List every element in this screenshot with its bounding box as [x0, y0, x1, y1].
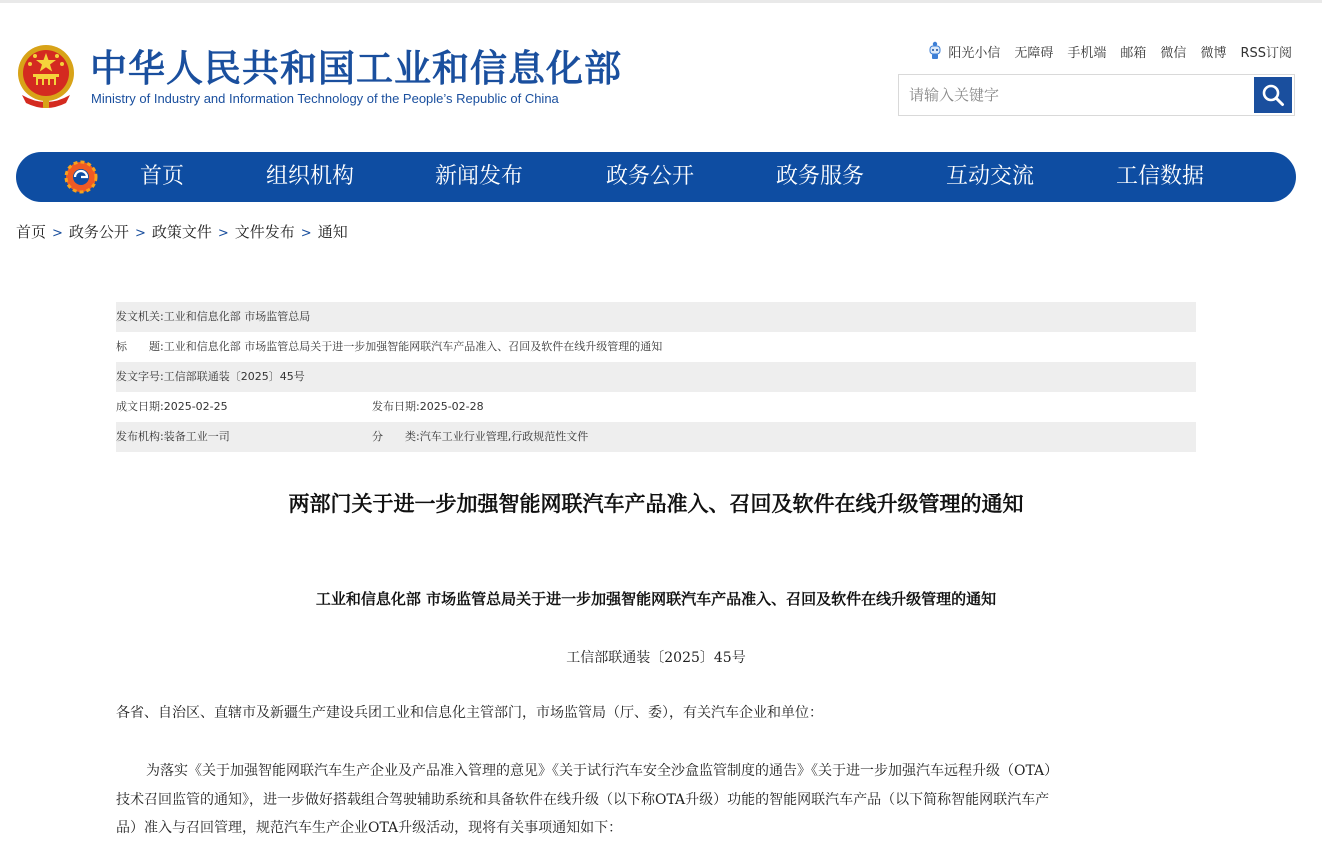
article-doc-number: 工信部联通装〔2025〕45号: [566, 650, 746, 666]
meta-value: 装备工业一司: [163, 430, 230, 443]
top-link-sunshine[interactable]: 阳光小信: [948, 45, 1001, 61]
breadcrumb-separator: >: [134, 226, 146, 241]
top-link-rss[interactable]: RSS订阅: [1240, 45, 1292, 61]
breadcrumb-notice[interactable]: 通知: [317, 223, 348, 241]
nav-news[interactable]: 新闻发布: [435, 164, 524, 189]
top-link-weibo[interactable]: 微博: [1200, 45, 1227, 61]
search-box: [898, 74, 1295, 116]
breadcrumb-separator: >: [300, 226, 312, 241]
robot-icon[interactable]: [927, 41, 943, 61]
miit-logo-icon[interactable]: [64, 160, 98, 194]
article-paragraph-line: 为落实《关于加强智能网联汽车生产企业及产品准入管理的意见》《关于试行汽车安全沙盒监管制度的通告》《关于进一步加强汽车远程升级（OTA）: [146, 763, 1059, 779]
top-links: [927, 41, 1292, 61]
meta-value: 工业和信息化部 市场监管总局关于进一步加强智能网联汽车产品准入、召回及软件在线升级管理的通知: [163, 340, 663, 353]
site-subtitle-english: Ministry of Industry and Information Technology of the People’s Republic of China: [91, 91, 559, 106]
breadcrumb: [16, 222, 348, 244]
breadcrumb-file-release[interactable]: 文件发布: [234, 223, 295, 241]
meta-label: 分 类:: [372, 430, 420, 443]
meta-row-title: [116, 332, 1196, 362]
breadcrumb-separator: >: [217, 226, 229, 241]
nav-organization[interactable]: 组织机构: [266, 164, 355, 189]
nav-government-services[interactable]: 政务服务: [776, 164, 865, 189]
search-button[interactable]: [1254, 77, 1292, 113]
top-border: [0, 0, 1322, 3]
meta-row-doc-number: [116, 362, 1196, 392]
meta-value: 汽车工业行业管理,行政规范性文件: [419, 430, 589, 443]
nav-interaction[interactable]: 互动交流: [946, 164, 1035, 189]
article-title: 两部门关于进一步加强智能网联汽车产品准入、召回及软件在线升级管理的通知: [288, 492, 1024, 516]
meta-row-org-category: [116, 422, 1196, 452]
meta-value: 工信部联通装〔2025〕45号: [163, 370, 305, 383]
article-subtitle: 工业和信息化部 市场监管总局关于进一步加强智能网联汽车产品准入、召回及软件在线升级管理的通知: [315, 590, 997, 608]
nav-home[interactable]: 首页: [140, 164, 185, 189]
search-icon: [1261, 83, 1285, 107]
meta-label: 标 题:: [116, 340, 164, 353]
search-input[interactable]: [899, 75, 1249, 115]
breadcrumb-policy-documents[interactable]: 政策文件: [151, 223, 212, 241]
meta-label: 发布机构:: [116, 430, 164, 443]
article-paragraph-line: 品）准入与召回管理，规范汽车生产企业OTA升级活动，现将有关事项通知如下：: [116, 820, 623, 836]
meta-label: 发布日期:: [372, 400, 420, 413]
article-paragraph-line: 技术召回监管的通知》，进一步做好搭载组合驾驶辅助系统和具备软件在线升级（以下称OTA升级）功能的智能网联汽车产品（以下简称智能网联汽车产: [116, 792, 1050, 808]
meta-label: 发文机关:: [116, 310, 164, 323]
document-meta-table: [116, 302, 1196, 452]
nav-government-affairs[interactable]: 政务公开: [606, 164, 695, 189]
nav-data[interactable]: 工信数据: [1116, 164, 1205, 189]
meta-value: 2025-02-28: [419, 400, 484, 413]
breadcrumb-government-affairs[interactable]: 政务公开: [68, 223, 129, 241]
breadcrumb-home[interactable]: 首页: [16, 223, 47, 241]
main-nav: [16, 152, 1296, 202]
meta-label: 成文日期:: [116, 400, 164, 413]
meta-label: 发文字号:: [116, 370, 164, 383]
national-emblem-icon: [16, 43, 76, 109]
top-link-wechat[interactable]: 微信: [1160, 45, 1187, 61]
top-link-accessibility[interactable]: 无障碍: [1014, 45, 1054, 61]
meta-value: 2025-02-25: [163, 400, 228, 413]
top-link-mail[interactable]: 邮箱: [1120, 45, 1147, 61]
article-salutation: 各省、自治区、直辖市及新疆生产建设兵团工业和信息化主管部门，市场监管局（厅、委），有关汽车企业和单位：: [116, 705, 823, 721]
meta-row-issuer: [116, 302, 1196, 332]
meta-row-dates: [116, 392, 1196, 422]
site-title[interactable]: 中华人民共和国工业和信息化部: [90, 47, 622, 90]
top-link-mobile[interactable]: 手机端: [1067, 45, 1107, 61]
meta-value: 工业和信息化部 市场监管总局: [163, 310, 311, 323]
breadcrumb-separator: >: [52, 226, 63, 241]
